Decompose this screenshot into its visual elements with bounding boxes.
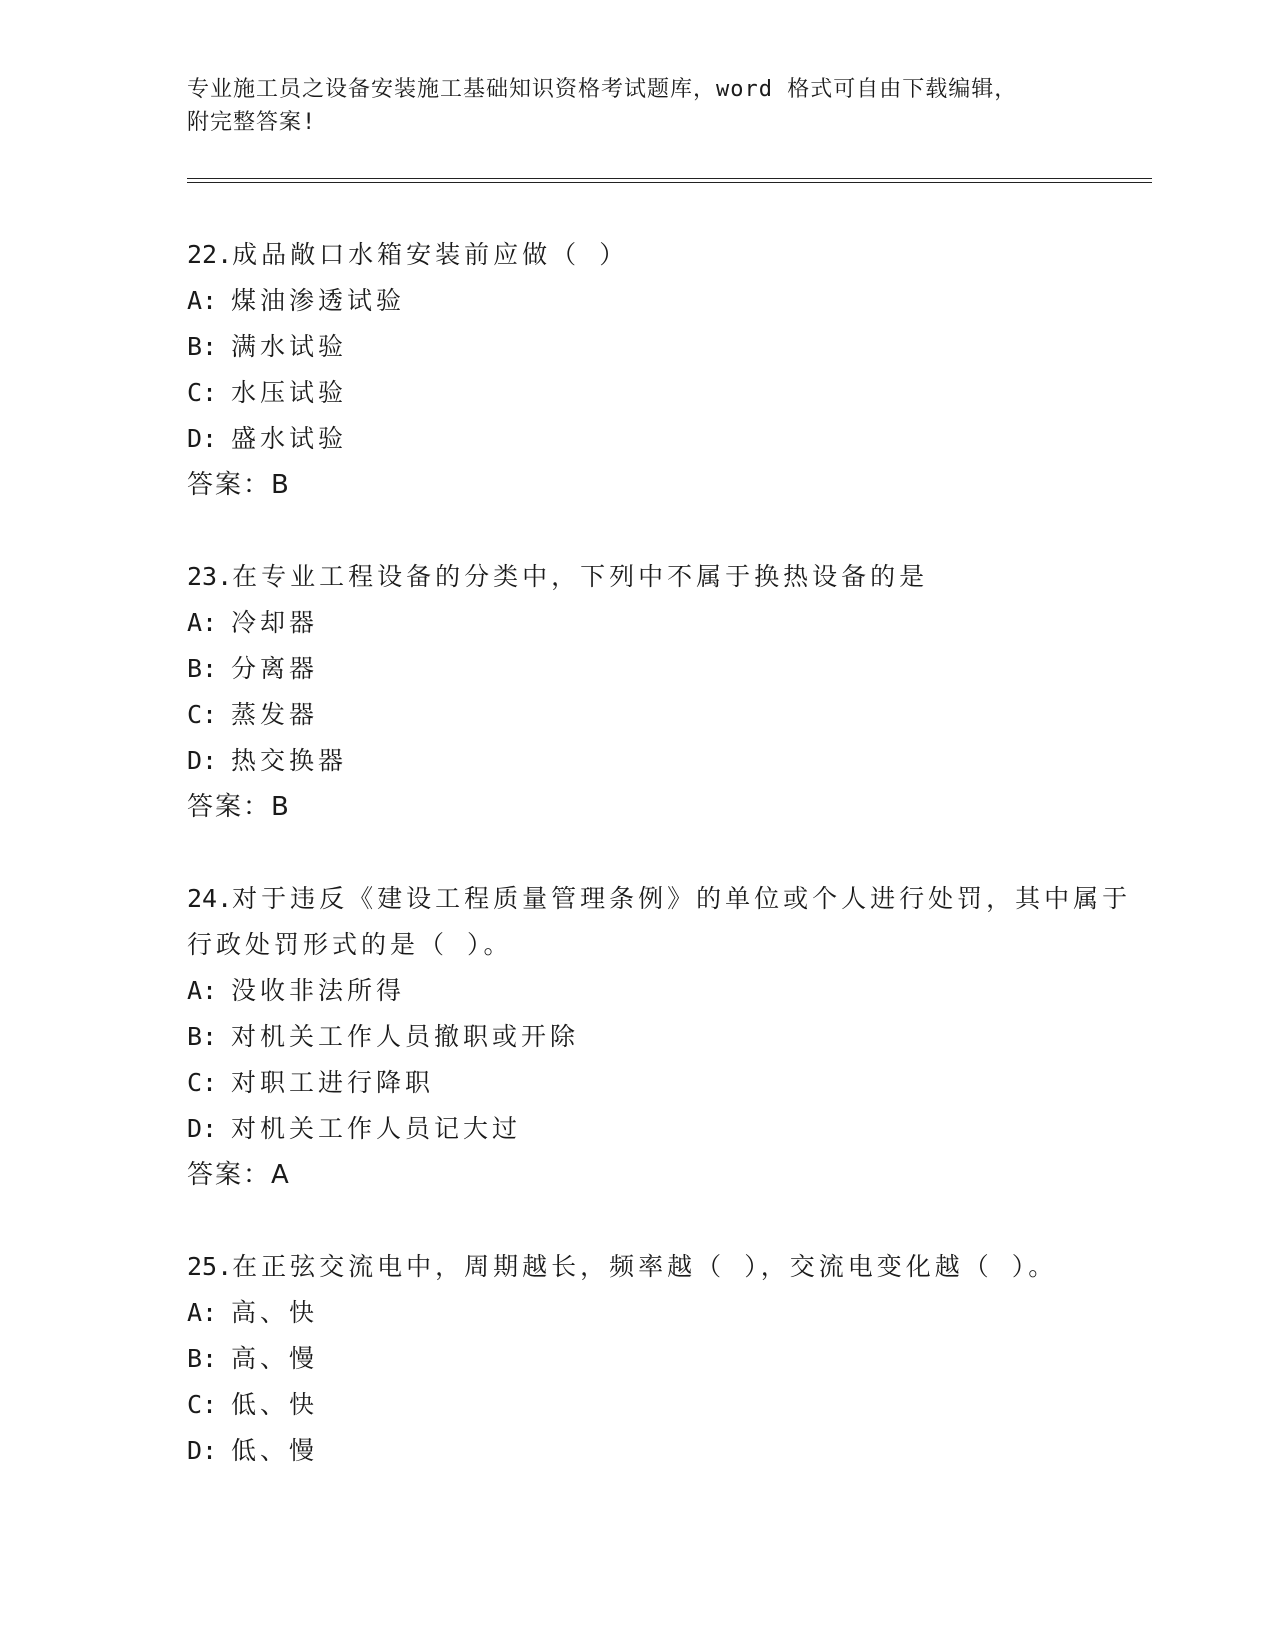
option-text: 冷却器 — [231, 608, 319, 637]
option-key: D: — [187, 746, 218, 775]
option-key: D: — [187, 1114, 218, 1143]
option-text: 对机关工作人员记大过 — [231, 1114, 522, 1143]
question-number: 25. — [187, 1252, 233, 1281]
option-text: 高、慢 — [231, 1344, 319, 1373]
option-d — [187, 416, 1152, 462]
option-b — [187, 1336, 1152, 1382]
option-key: C: — [187, 700, 218, 729]
option-text: 高、快 — [231, 1298, 319, 1327]
header-divider — [187, 178, 1152, 183]
option-text: 没收非法所得 — [231, 976, 406, 1005]
header-line-2: 附完整答案! — [187, 110, 317, 135]
question-stem — [187, 554, 1152, 600]
question-stem — [187, 876, 1152, 968]
option-a — [187, 600, 1152, 646]
option-c — [187, 692, 1152, 738]
option-text: 煤油渗透试验 — [231, 286, 406, 315]
option-text: 分离器 — [231, 654, 319, 683]
option-text: 低、慢 — [231, 1436, 319, 1465]
option-key: B: — [187, 1344, 218, 1373]
option-key: C: — [187, 1390, 218, 1419]
option-d — [187, 1106, 1152, 1152]
header-line-1: 专业施工员之设备安装施工基础知识资格考试题库，word 格式可自由下载编辑， — [187, 77, 1018, 102]
option-key: D: — [187, 424, 218, 453]
answer-line: 答案：B — [187, 792, 291, 822]
question-23 — [187, 554, 1152, 830]
option-key: B: — [187, 332, 218, 361]
question-stem — [187, 232, 1152, 278]
option-text: 水压试验 — [231, 378, 348, 407]
option-d — [187, 1428, 1152, 1474]
document-header — [187, 73, 1087, 139]
answer-line: 答案：A — [187, 1160, 291, 1190]
option-c — [187, 370, 1152, 416]
option-a — [187, 1290, 1152, 1336]
option-key: A: — [187, 608, 218, 637]
option-key: A: — [187, 286, 218, 315]
question-25 — [187, 1244, 1152, 1474]
question-number: 23. — [187, 562, 233, 591]
option-text: 蒸发器 — [231, 700, 319, 729]
option-c — [187, 1382, 1152, 1428]
question-text: 成品敞口水箱安装前应做（ ） — [232, 240, 629, 269]
option-b — [187, 646, 1152, 692]
question-number: 24. — [187, 884, 233, 913]
option-text: 热交换器 — [231, 746, 348, 775]
question-22 — [187, 232, 1152, 508]
option-a — [187, 968, 1152, 1014]
option-key: A: — [187, 976, 218, 1005]
question-text: 对于违反《建设工程质量管理条例》的单位或个人进行处罚，其中属于行政处罚形式的是（ ）。 — [187, 884, 1132, 959]
question-list — [187, 232, 1152, 1520]
option-key: B: — [187, 654, 218, 683]
option-b — [187, 324, 1152, 370]
option-key: B: — [187, 1022, 218, 1051]
option-key: C: — [187, 378, 218, 407]
option-key: C: — [187, 1068, 218, 1097]
option-text: 低、快 — [231, 1390, 319, 1419]
option-text: 对机关工作人员撤职或开除 — [231, 1022, 580, 1051]
option-text: 满水试验 — [231, 332, 348, 361]
option-text: 盛水试验 — [231, 424, 348, 453]
option-key: A: — [187, 1298, 218, 1327]
option-c — [187, 1060, 1152, 1106]
option-text: 对职工进行降职 — [231, 1068, 435, 1097]
option-key: D: — [187, 1436, 218, 1465]
question-text: 在专业工程设备的分类中，下列中不属于换热设备的是 — [232, 562, 929, 591]
question-stem — [187, 1244, 1152, 1290]
answer-line: 答案：B — [187, 470, 291, 500]
question-24 — [187, 876, 1152, 1198]
option-a — [187, 278, 1152, 324]
option-b — [187, 1014, 1152, 1060]
option-d — [187, 738, 1152, 784]
question-number: 22. — [187, 240, 233, 269]
question-text: 在正弦交流电中，周期越长，频率越（ ），交流电变化越（ ）。 — [232, 1252, 1058, 1281]
